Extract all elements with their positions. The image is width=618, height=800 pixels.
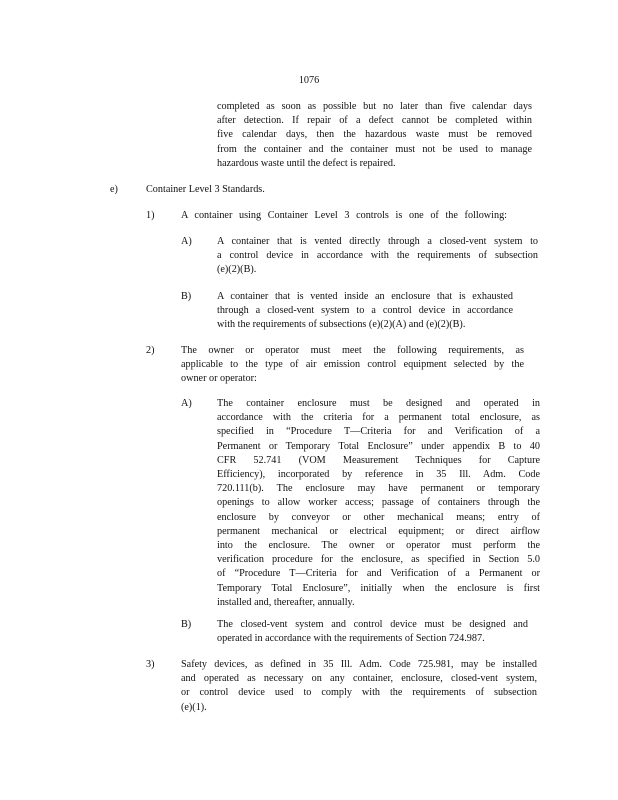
continuation-paragraph [217, 100, 532, 171]
text-line: five calendar days, then the hazardous waste must be removed [217, 129, 532, 141]
text-line: 720.111(b). The enclosure may have permanent or temporary [217, 483, 540, 495]
item-1b-text [217, 290, 513, 333]
text-line: or control device used to comply with the requirements of subsection [181, 687, 537, 699]
section-e-heading: Container Level 3 Standards. [146, 184, 265, 195]
text-line: specified in “Procedure T—Criteria for and Verification of a [217, 426, 540, 438]
item-2a-label: A) [181, 398, 192, 409]
text-line: installed and, thereafter, annually. [217, 596, 355, 608]
item-2a-text [217, 397, 540, 610]
item-2b-text [217, 618, 528, 646]
item-2b-label: B) [181, 619, 192, 630]
text-line: through a closed-vent system to a control device in accordance [217, 305, 513, 317]
text-line: applicable to the type of air emission control equipment selected by the [181, 359, 524, 371]
page-number: 1076 [298, 75, 320, 86]
text-line: The owner or operator must meet the following requirements, as [181, 345, 524, 356]
item-3-label: 3) [146, 659, 155, 670]
text-line: (e)(1). [181, 701, 207, 713]
text-line: accordance with the criteria for a permanent total enclosure, as [217, 412, 540, 424]
text-line: Efficiency), incorporated by reference in 35 Ill. Adm. Code [217, 469, 540, 481]
text-line: CFR 52.741 (VOM Measurement Techniques for Capture [217, 454, 540, 466]
text-line: of “Procedure T—Criteria for and Verification of a Permanent or [217, 568, 540, 580]
text-line: A container that is vented directly through a closed-vent system to [217, 236, 538, 247]
text-line: into the enclosure. The owner or operator must perform the [217, 540, 540, 552]
section-e-label: e) [110, 184, 118, 195]
text-line: after detection. If repair of a defect cannot be completed within [217, 115, 532, 127]
text-line: A container using Container Level 3 controls is one of the following: [181, 210, 507, 221]
item-1-label: 1) [146, 210, 155, 221]
text-line: operated in accordance with the requirements of Section 724.987. [217, 633, 485, 645]
text-line: enclosure by conveyor or other mechanical means; entry of [217, 511, 540, 523]
item-3-text [181, 658, 537, 715]
text-line: openings to allow worker access; passage of containers through the [217, 497, 540, 509]
text-line: from the container and the container must not be used to manage [217, 143, 532, 155]
item-1-text [181, 209, 507, 223]
text-line: hazardous waste until the defect is repaired. [217, 157, 396, 169]
item-1a-text [217, 235, 538, 278]
item-2-label: 2) [146, 345, 155, 356]
text-line: a control device in accordance with the requirements of subsection [217, 250, 538, 262]
text-line: (e)(2)(B). [217, 264, 257, 276]
item-2-text [181, 344, 524, 387]
item-1b-label: B) [181, 291, 192, 302]
text-line: A container that is vented inside an enclosure that is exhausted [217, 291, 513, 302]
text-line: completed as soon as possible but no later than five calendar days [217, 101, 532, 112]
text-line: and operated as necessary on any container, enclosure, closed-vent system, [181, 673, 537, 685]
text-line: Safety devices, as defined in 35 Ill. Adm. Code 725.981, may be installed [181, 659, 537, 670]
text-line: The container enclosure must be designed and operated in [217, 398, 540, 409]
text-line: Temporary Total Enclosure”, initially when the enclosure is first [217, 582, 540, 594]
text-line: owner or operator: [181, 373, 257, 385]
text-line: Permanent or Temporary Total Enclosure” under appendix B to 40 [217, 440, 540, 452]
text-line: The closed-vent system and control device must be designed and [217, 619, 528, 630]
item-1a-label: A) [181, 236, 192, 247]
text-line: permanent mechanical or electrical equipment; or direct airflow [217, 525, 540, 537]
text-line: with the requirements of subsections (e)(2)(A) and (e)(2)(B). [217, 319, 466, 331]
text-line: verification procedure for the enclosure, as specified in Section 5.0 [217, 554, 540, 566]
